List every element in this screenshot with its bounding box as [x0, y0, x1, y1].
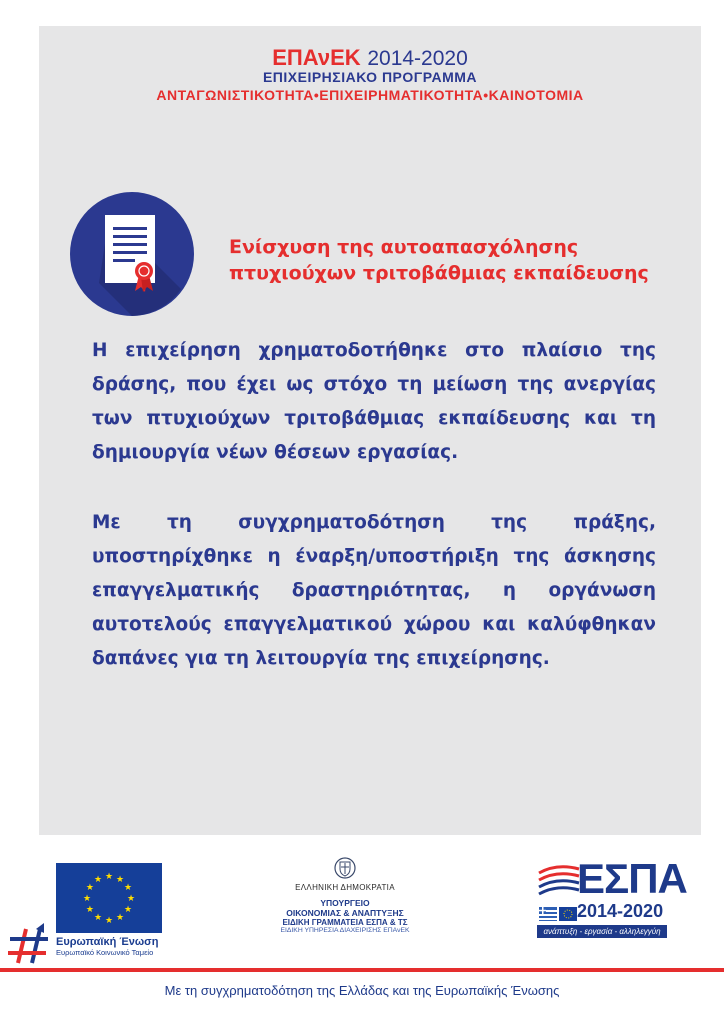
program-subtitle: ΕΠΙΧΕΙΡΗΣΙΑΚΟ ΠΡΟΓΡΑΜΜΑ: [262, 69, 478, 85]
greek-government-logo: [250, 857, 440, 934]
description-paragraph-2: Με τη συγχρηματοδότηση της πράξης, υποστηρίχθηκε η έναρξη/υποστήριξη της άσκησης επαγγελματικής δραστηριότητας, η οργάνωση αυτοτελούς επαγγελματικού χώρου και καλύφθηκαν δαπάνες για τη λειτουργία της επιχείρησης.: [92, 512, 656, 669]
eu-star-icon: ★: [85, 905, 94, 915]
eu-star-icon: ★: [104, 872, 114, 882]
cofinancing-caption: Με τη συγχρηματοδότηση της Ελλάδας και της Ευρωπαϊκής Ένωσης: [164, 983, 560, 998]
gov-line-republic: ΕΛΛΗΝΙΚΗ ΔΗΜΟΚΡΑΤΙΑ: [295, 883, 395, 892]
action-title: [229, 234, 669, 286]
action-title-line2: πτυχιούχων τριτοβάθμιας εκπαίδευσης: [229, 262, 649, 284]
eu-star-icon: ★: [82, 894, 92, 904]
gov-line-ministry-name: ΟΙΚΟΝΟΜΙΑΣ & ΑΝΑΠΤΥΞΗΣ: [286, 908, 404, 918]
espa-years: 2014-2020: [577, 901, 664, 921]
eu-star-icon: ★: [115, 913, 125, 924]
eu-star-icon: ★: [93, 874, 103, 885]
eu-star-icon: ★: [104, 916, 114, 926]
program-years: 2014-2020: [367, 47, 468, 70]
eu-star-icon: ★: [126, 894, 136, 904]
eu-star-icon: ★: [115, 874, 125, 885]
eu-flag-icon: [56, 863, 162, 933]
eu-star-icon: ★: [124, 883, 133, 893]
program-brand: ΕΠΑνΕΚ: [272, 45, 361, 70]
eu-star-icon: ★: [124, 905, 133, 915]
gov-line-secretariat: ΕΙΔΙΚΗ ΓΡΑΜΜΑΤΕΙΑ ΕΣΠΑ & ΤΣ: [282, 918, 408, 927]
espa-wordmark: ΕΣΠΑ: [577, 855, 687, 902]
program-pillars: ΑΝΤΑΓΩΝΙΣΤΙΚΟΤΗΤΑ•ΕΠΙΧΕΙΡΗΜΑΤΙΚΟΤΗΤΑ•ΚΑΙΝΟΤΟΜΙΑ: [156, 87, 584, 103]
content-panel: [39, 26, 701, 835]
greek-eu-flags-icon: [539, 907, 577, 921]
gov-line-managing-authority: ΕΙΔΙΚΗ ΥΠΗΡΕΣΙΑ ΔΙΑΧΕΙΡΙΣΗΣ ΕΠΑνΕΚ: [280, 927, 410, 934]
hashtag-arrow-icon: [8, 921, 52, 965]
description-paragraph-1: Η επιχείρηση χρηματοδοτήθηκε στο πλαίσιο της δράσης, που έχει ως στόχο τη μείωση της ανεργίας των πτυχιούχων τριτοβάθμιας εκπαίδευσης και τη δημιουργία νέων θέσεων εργασίας.: [92, 340, 656, 463]
espa-tagline: ανάπτυξη - εργασία - αλληλεγγύη: [537, 925, 667, 938]
eu-fund: Ευρωπαϊκό Κοινωνικό Ταμείο: [56, 948, 154, 957]
footer-divider: [0, 968, 724, 972]
action-title-line1: Ενίσχυση της αυτοαπασχόλησης: [229, 236, 579, 258]
eu-logo: [56, 863, 166, 957]
gov-line-ministry: ΥΠΟΥΡΓΕΙΟ: [320, 898, 370, 908]
espa-swoosh-icon: [537, 863, 581, 897]
certificate-document-icon: [69, 191, 195, 317]
eu-star-icon: ★: [85, 883, 94, 893]
footer: [0, 835, 724, 1024]
eu-star-icon: ★: [93, 913, 103, 924]
greek-emblem-icon: [334, 857, 356, 879]
program-logo-line: [39, 46, 701, 71]
eu-name: Ευρωπαϊκή Ένωση: [56, 936, 159, 948]
